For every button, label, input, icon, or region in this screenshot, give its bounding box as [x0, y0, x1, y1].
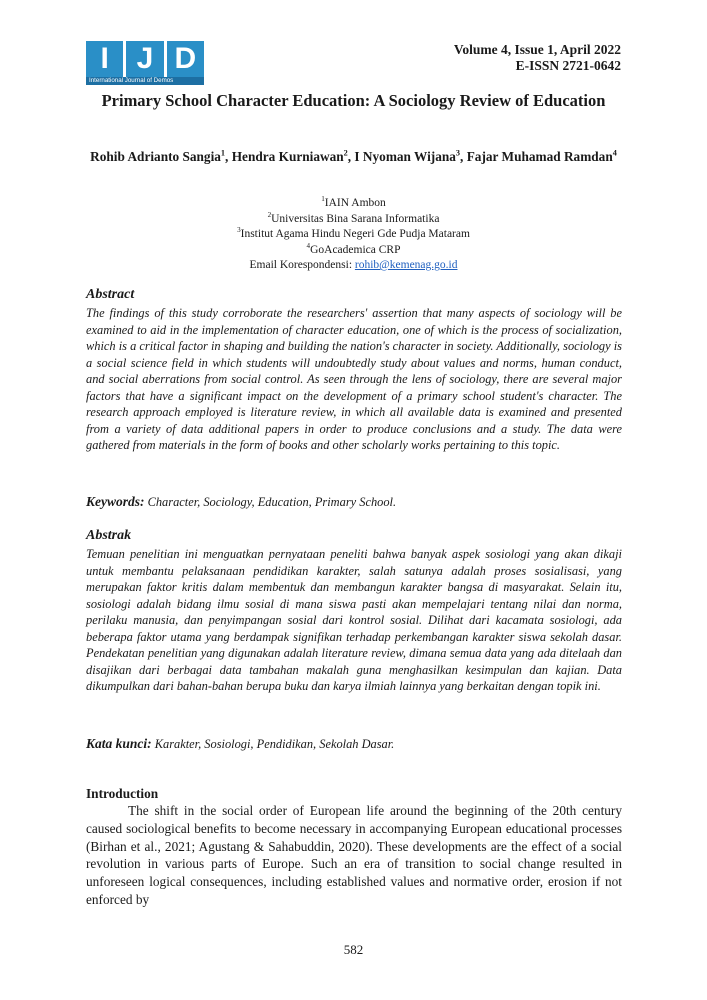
page-number: 582	[343, 942, 364, 957]
logo-letter-i: I	[86, 41, 123, 77]
kata-kunci-line	[86, 736, 622, 752]
abstract-heading: Abstract	[86, 287, 135, 302]
logo-letter-j: J	[126, 41, 163, 77]
abstract-text: The findings of this study corroborate the researchers' assertion that many aspects of sociology will be examined to aid in the implementation of character education, one of which is the process of socialization, which is a critical factor in shaping and building the nation's character in society. Additionally, sociology is a social science field in which students will undoubtedly study about values and norms, human conduct, and social aberrations from social control. As seen through the lens of sociology, there are several major factors that have a significant impact on the development of a primary school student's character. The research approach employed is literature review, in which all available data is examined and presented from a variety of data additional papers in order to produce conclusions and a study. The data were gathered from materials in the form of books and other scholarly works pertaining to this topic.	[86, 306, 622, 452]
kata-kunci-label: Kata kunci:	[86, 736, 152, 751]
abstrak-text: Temuan penelitian ini menguatkan pernyataan peneliti bahwa banyak aspek sosiologi yang akan dikaji untuk membantu pelaksanaan pendidikan karakter, salah satunya adalah proses sosialisasi, yang merupakan faktor kritis dalam membentuk dan membangun karakter bangsa di masyarakat. Selain itu, sosiologi adalah bidang ilmu sosial di mana siswa pasti akan mempelajari tentang nilai dan norma, perilaku manusia, dan penyimpangan sosial dari kontrol sosial. Dilihat dari kacamata sosiologi, ada beberapa faktor utama yang berdampak signifikan terhadap perkembangan karakter siswa sekolah dasar. Pendekatan penelitian yang digunakan adalah literature review, dimana semua data yang ada ditelaah dan disajikan dari berbagai data tambahan makalah guna menghasilkan kesimpulan dan kajian. Data dikumpulkan dari bahan-bahan berupa buku dan karya ilmiah lainnya yang berkaitan dengan topik ini.	[86, 547, 622, 693]
correspondence-email-link[interactable]: rohib@kemenag.go.id	[354, 259, 458, 271]
introduction-text: The shift in the social order of European life around the beginning of the 20th century caused sociological benefits to become necessary in accompanying European educational processes (Birhan et al., 2021; Agustang & Sahabuddin, 2020). These developments are the effect of a social revolution in various parts of Europe. Such an era of transition to social change resulted in unforeseen logical consequences, including established values and normative order, erosion if not enforced by	[86, 803, 622, 907]
logo-letter-d: D	[167, 41, 204, 77]
introduction-heading: Introduction	[86, 786, 159, 801]
author: Rohib Adrianto Sangia$^1$,	[90, 148, 232, 164]
issue-info	[454, 42, 621, 74]
issn-line: E-ISSN 2721-0642	[515, 58, 621, 73]
keywords-line	[86, 494, 622, 510]
keywords-label: Keywords:	[86, 494, 145, 509]
affiliation: $^2$Universitas Bina Sarana Informatika	[267, 210, 440, 225]
author: Hendra Kurniawan$^2$,	[231, 148, 355, 164]
author: Fajar Muhamad Ramdan$^4$	[466, 148, 617, 164]
volume-line: Volume 4, Issue 1, April 2022	[453, 42, 621, 57]
paper-title: Primary School Character Education: A Sociology Review of Education	[101, 91, 606, 110]
correspondence-line	[86, 258, 621, 274]
journal-logo	[86, 41, 204, 86]
logo-subtitle: International Journal of Demos	[86, 77, 204, 85]
keywords-values: Character, Sociology, Education, Primary School.	[144, 495, 397, 509]
author: I Nyoman Wijana$^3$,	[354, 148, 467, 164]
affiliation-list	[86, 196, 621, 274]
correspondence-label: Email Korespondensi:	[249, 259, 355, 271]
kata-kunci-values: Karakter, Sosiologi, Pendidikan, Sekolah Dasar.	[151, 737, 395, 751]
author-list	[86, 147, 621, 167]
affiliation: $^4$GoAcademica CRP	[306, 241, 401, 256]
affiliation: $^3$Institut Agama Hindu Negeri Gde Pudja Mataram	[237, 226, 470, 240]
affiliation: $^1$IAIN Ambon	[321, 195, 386, 209]
abstrak-heading: Abstrak	[86, 528, 132, 543]
